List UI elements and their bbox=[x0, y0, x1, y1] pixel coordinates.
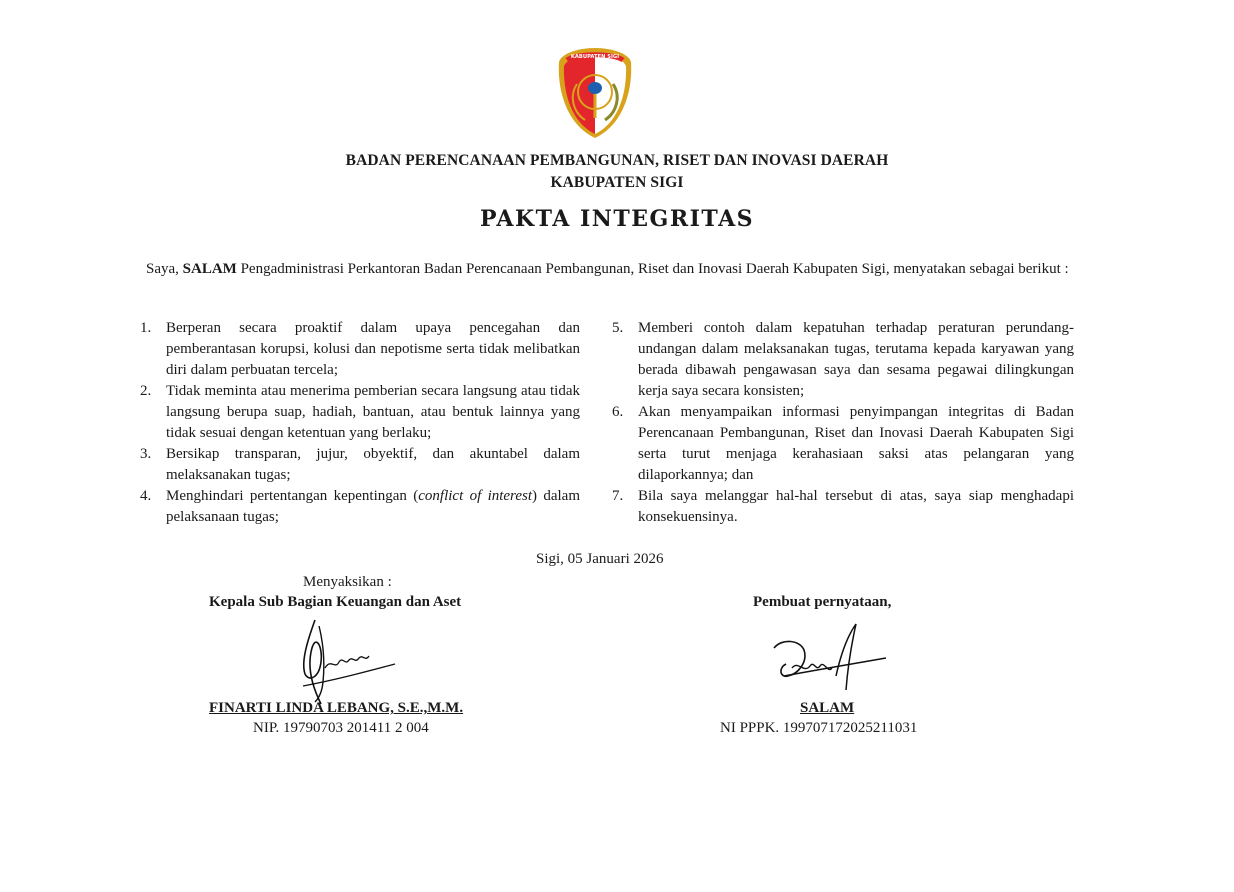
witness-role: Kepala Sub Bagian Keuangan dan Aset bbox=[209, 594, 462, 610]
document-date: Sigi, 05 Januari 2026 bbox=[536, 551, 664, 567]
item-number: 6. bbox=[612, 404, 624, 420]
kabupaten-sigi-logo bbox=[555, 44, 635, 140]
list-item bbox=[140, 381, 580, 444]
declarant-role: Pembuat pernyataan, bbox=[753, 594, 892, 610]
intro-rest: Pengadministrasi Perkantoran Badan Perencanaan Pembangunan, Riset dan Inovasi Daerah Kabupaten Sigi, menyatakan sebagai berikut : bbox=[236, 261, 1069, 277]
intro-name: SALAM bbox=[182, 261, 237, 277]
header-agency: BADAN PERENCANAAN PEMBANGUNAN, RISET DAN INOVASI DAERAH bbox=[345, 152, 889, 169]
list-item bbox=[140, 444, 580, 486]
statement-list-right bbox=[612, 318, 1074, 528]
document-title: PAKTA INTEGRITAS bbox=[479, 206, 755, 232]
list-item bbox=[612, 318, 1074, 402]
item-number: 3. bbox=[140, 446, 152, 462]
witness-label: Menyaksikan : bbox=[303, 574, 392, 590]
item-number: 4. bbox=[140, 488, 152, 504]
declarant-name: SALAM bbox=[800, 700, 855, 716]
item-text bbox=[166, 488, 580, 525]
declarant-signature bbox=[764, 618, 889, 703]
item-number: 2. bbox=[140, 383, 152, 399]
witness-nip: NIP. 19790703 201411 2 004 bbox=[253, 720, 429, 736]
witness-signature bbox=[285, 612, 405, 712]
list-item bbox=[612, 486, 1074, 528]
header-regency: KABUPATEN SIGI bbox=[550, 174, 684, 191]
item-text-after: ) dalam pelaksanaan tugas; bbox=[166, 488, 580, 525]
item-text: Akan menyampaikan informasi penyimpangan integritas di Badan Perencanaan Pembangunan, Riset dan Inovasi Daerah Kabupaten Sigi serta turut menjaga kerahasiaan saksi atas pelangaran yang dilaporkannya; dan bbox=[638, 404, 1074, 483]
witness-name: FINARTI LINDA LEBANG, S.E.,M.M. bbox=[209, 700, 464, 716]
item-text: Bila saya melanggar hal-hal tersebut di atas, saya siap menghadapi konsekuensinya. bbox=[638, 488, 1074, 525]
item-number: 5. bbox=[612, 320, 624, 336]
list-item bbox=[612, 402, 1074, 486]
intro-prefix: Saya, bbox=[146, 261, 183, 277]
item-text: Tidak meminta atau menerima pemberian secara langsung atau tidak langsung berupa suap, hadiah, bantuan, atau bentuk lainnya yang tidak sesuai dengan ketentuan yang berlaku; bbox=[166, 383, 580, 441]
item-text-before: Menghindari pertentangan kepentingan ( bbox=[166, 488, 419, 504]
declarant-nippk: NI PPPK. 199707172025211031 bbox=[720, 720, 918, 736]
logo-text: KABUPATEN SIGI bbox=[570, 54, 620, 60]
item-text-italic: conflict of interest bbox=[418, 488, 533, 504]
item-number: 7. bbox=[612, 488, 624, 504]
item-text: Berperan secara proaktif dalam upaya pencegahan dan pemberantasan korupsi, kolusi dan nepotisme serta tidak melibatkan diri dalam perbuatan tercela; bbox=[166, 320, 580, 378]
list-item bbox=[140, 318, 580, 381]
item-text: Bersikap transparan, jujur, obyektif, dan akuntabel dalam melaksanakan tugas; bbox=[166, 446, 580, 483]
intro-paragraph bbox=[146, 258, 1086, 280]
list-item bbox=[140, 486, 580, 528]
statement-list-left bbox=[140, 318, 580, 528]
item-text: Memberi contoh dalam kepatuhan terhadap peraturan perundang-undangan dalam melaksanakan tugas, terutama kepada karyawan yang berada dibawah pengawasan saya dan sesama pegawai dilingkungan kerja saya secara konsisten; bbox=[638, 320, 1074, 399]
item-number: 1. bbox=[140, 320, 152, 336]
